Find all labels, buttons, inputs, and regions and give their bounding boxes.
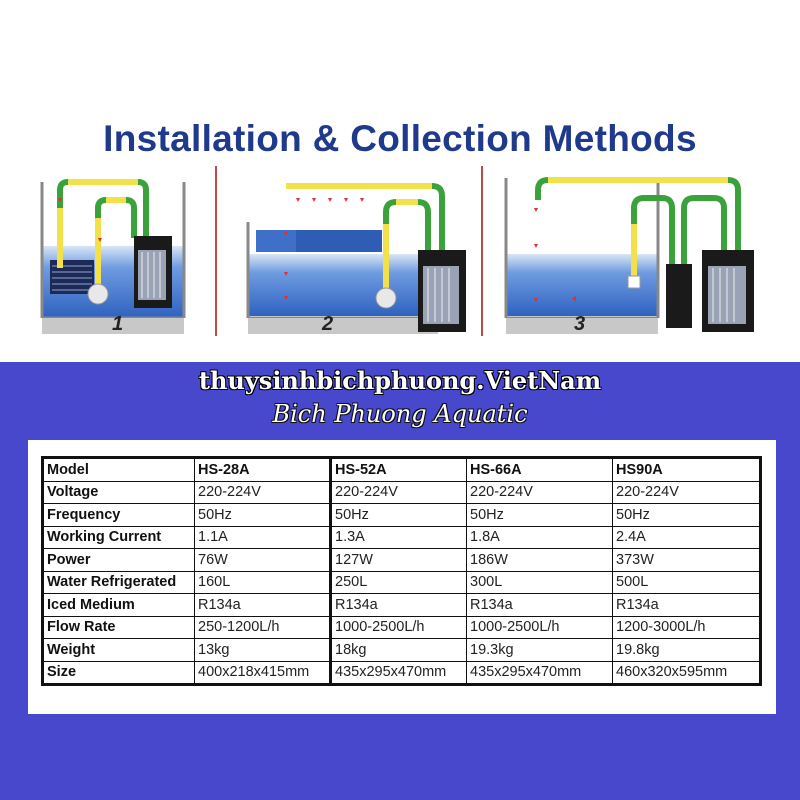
table-cell: 1000-2500L/h: [467, 616, 613, 639]
table-cell: 220-224V: [195, 481, 331, 504]
table-row: [43, 639, 761, 662]
diagram-divider: [215, 166, 217, 336]
table-cell: 500L: [613, 571, 761, 594]
diagram-number: 3: [574, 313, 586, 335]
table-header-row: [43, 458, 761, 482]
header-model: HS-66A: [467, 458, 613, 482]
table-cell: 400x218x415mm: [195, 661, 331, 685]
header-label: Model: [43, 458, 195, 482]
table-cell: 220-224V: [467, 481, 613, 504]
table-row: [43, 571, 761, 594]
installation-diagram-2: [246, 168, 472, 336]
table-cell: 50Hz: [195, 504, 331, 527]
table-row: [43, 594, 761, 617]
header-model: HS-28A: [195, 458, 331, 482]
table-cell: R134a: [195, 594, 331, 617]
row-label: Water Refrigerated: [43, 571, 195, 594]
row-label: Weight: [43, 639, 195, 662]
table-cell: 1000-2500L/h: [331, 616, 467, 639]
spec-table-panel: [28, 440, 776, 714]
table-cell: 19.3kg: [467, 639, 613, 662]
table-row: [43, 526, 761, 549]
table-cell: 18kg: [331, 639, 467, 662]
table-cell: 127W: [331, 549, 467, 572]
diagram-divider: [481, 166, 483, 336]
table-cell: R134a: [467, 594, 613, 617]
table-cell: 460x320x595mm: [613, 661, 761, 685]
page-title: Installation & Collection Methods: [103, 118, 697, 159]
row-label: Voltage: [43, 481, 195, 504]
brand-site: thuysinhbichphuong.VietNam: [198, 366, 602, 395]
table-cell: 1.1A: [195, 526, 331, 549]
table-row: [43, 504, 761, 527]
table-cell: 50Hz: [331, 504, 467, 527]
row-label: Working Current: [43, 526, 195, 549]
brand-name: Bich Phuong Aquatic: [272, 400, 528, 428]
table-cell: 50Hz: [467, 504, 613, 527]
table-cell: R134a: [331, 594, 467, 617]
table-cell: 220-224V: [331, 481, 467, 504]
table-cell: 1.3A: [331, 526, 467, 549]
row-label: Iced Medium: [43, 594, 195, 617]
table-cell: 186W: [467, 549, 613, 572]
row-label: Frequency: [43, 504, 195, 527]
table-cell: 435x295x470mm: [331, 661, 467, 685]
diagram-number: 1: [112, 313, 124, 335]
installation-diagram-1: [38, 168, 196, 336]
spec-table: [41, 456, 762, 686]
table-cell: 373W: [613, 549, 761, 572]
table-row: [43, 549, 761, 572]
header-model: HS90A: [613, 458, 761, 482]
table-cell: 19.8kg: [613, 639, 761, 662]
table-cell: 76W: [195, 549, 331, 572]
table-cell: 50Hz: [613, 504, 761, 527]
row-label: Flow Rate: [43, 616, 195, 639]
table-cell: 220-224V: [613, 481, 761, 504]
table-row: [43, 661, 761, 685]
table-row: [43, 616, 761, 639]
table-cell: 435x295x470mm: [467, 661, 613, 685]
table-cell: 1.8A: [467, 526, 613, 549]
table-cell: 1200-3000L/h: [613, 616, 761, 639]
table-cell: 13kg: [195, 639, 331, 662]
row-label: Size: [43, 661, 195, 685]
table-cell: 2.4A: [613, 526, 761, 549]
diagram-number: 2: [322, 313, 334, 335]
row-label: Power: [43, 549, 195, 572]
table-cell: 300L: [467, 571, 613, 594]
installation-diagram-3: [502, 168, 770, 336]
table-cell: R134a: [613, 594, 761, 617]
header-model: HS-52A: [331, 458, 467, 482]
table-cell: 250L: [331, 571, 467, 594]
table-row: [43, 481, 761, 504]
table-cell: 250-1200L/h: [195, 616, 331, 639]
table-cell: 160L: [195, 571, 331, 594]
